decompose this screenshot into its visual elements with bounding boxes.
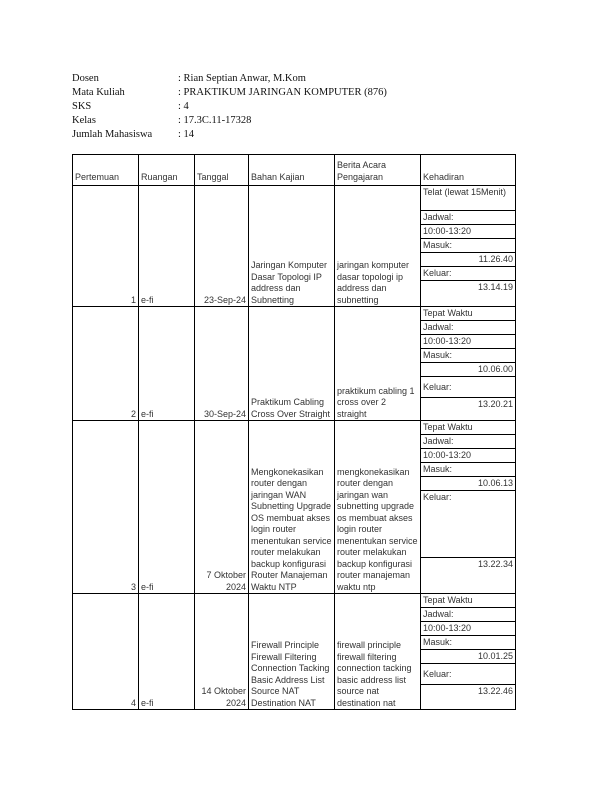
cell-ruangan: e-fi (139, 421, 195, 594)
cell-berita-acara: jaringan komputer dasar topologi ip address dan subnetting (335, 186, 421, 307)
col-ruangan: Ruangan (139, 155, 195, 186)
cell-berita-acara: firewall principle firewall filtering connection tacking basic address list source nat destination nat (335, 594, 421, 710)
masuk-label: Masuk: (421, 463, 515, 477)
cell-tanggal: 30-Sep-24 (195, 307, 249, 421)
cell-bahan-kajian: Mengkonekasikan router dengan jaringan WAN Subnetting Upgrade OS membuat akses login router menentukan service router melakukan backup konfigurasi Router Manajeman Waktu NTP (249, 421, 335, 594)
jadwal-value: 10:00-13:20 (421, 335, 515, 349)
course-header (72, 72, 387, 142)
sks-label: SKS (72, 101, 92, 112)
cell-ruangan: e-fi (139, 307, 195, 421)
cell-berita-acara: mengkonekasikan router dengan jaringan wan subnetting upgrade os membuat akses login router menentukan service router melakukan backup konfigurasi router manajeman waktu ntp (335, 421, 421, 594)
cell-tanggal: 23-Sep-24 (195, 186, 249, 307)
cell-kehadiran (421, 421, 516, 594)
attendance-status: Telat (lewat 15Menit) (421, 186, 515, 211)
kelas-value: : 17.3C.11-17328 (178, 115, 252, 126)
cell-pertemuan: 1 (73, 186, 139, 307)
cell-kehadiran (421, 594, 516, 710)
masuk-label: Masuk: (421, 636, 515, 650)
dosen-row (72, 72, 387, 86)
table-header-row (73, 155, 516, 186)
table-row (73, 307, 516, 421)
jumlah-mahasiswa-value: : 14 (178, 129, 195, 140)
col-kehadiran: Kehadiran (421, 155, 516, 186)
jumlah-mahasiswa-label: Jumlah Mahasiswa (72, 129, 153, 140)
keluar-value: 13.14.19 (477, 282, 513, 292)
cell-pertemuan: 4 (73, 594, 139, 710)
col-tanggal: Tanggal (195, 155, 249, 186)
sks-value: : 4 (178, 101, 189, 112)
col-berita-acara: Berita Acara Pengajaran (335, 155, 421, 186)
kelas-row (72, 114, 387, 128)
masuk-value: 10.06.00 (421, 363, 515, 377)
attendance-status: Tepat Waktu (421, 421, 515, 435)
cell-pertemuan: 2 (73, 307, 139, 421)
mata-kuliah-value: : PRAKTIKUM JARINGAN KOMPUTER (876) (178, 87, 387, 98)
dosen-label: Dosen (72, 73, 99, 84)
sks-row (72, 100, 387, 114)
cell-bahan-kajian: Jaringan Komputer Dasar Topologi IP address dan Subnetting (249, 186, 335, 307)
table-row (73, 421, 516, 594)
masuk-value: 10.06.13 (421, 477, 515, 491)
keluar-value: 13.22.34 (477, 559, 513, 569)
mata-kuliah-row (72, 86, 387, 100)
dosen-value: : Rian Septian Anwar, M.Kom (178, 73, 306, 84)
keluar-value: 13.20.21 (477, 399, 513, 409)
kelas-label: Kelas (72, 115, 96, 126)
attendance-status: Tepat Waktu (421, 307, 515, 321)
attendance-status: Tepat Waktu (421, 594, 515, 608)
cell-ruangan: e-fi (139, 594, 195, 710)
col-pertemuan: Pertemuan (73, 155, 139, 186)
attendance-table (72, 154, 516, 710)
jadwal-value: 10:00-13:20 (421, 622, 515, 636)
table-row (73, 594, 516, 710)
cell-bahan-kajian: Firewall Principle Firewall Filtering Connection Tacking Basic Address List Source NAT Destination NAT (249, 594, 335, 710)
keluar-label: Keluar: (421, 267, 515, 281)
masuk-value: 10.01.25 (421, 650, 515, 664)
keluar-label: Keluar: (421, 664, 515, 685)
masuk-value: 11.26.40 (421, 253, 515, 267)
cell-tanggal: 14 Oktober 2024 (195, 594, 249, 710)
mata-kuliah-label: Mata Kuliah (72, 87, 125, 98)
keluar-label: Keluar: (421, 377, 515, 398)
cell-pertemuan: 3 (73, 421, 139, 594)
jadwal-label: Jadwal: (421, 211, 515, 225)
cell-ruangan: e-fi (139, 186, 195, 307)
table-row (73, 186, 516, 307)
cell-kehadiran (421, 307, 516, 421)
masuk-label: Masuk: (421, 239, 515, 253)
masuk-label: Masuk: (421, 349, 515, 363)
cell-tanggal: 7 Oktober 2024 (195, 421, 249, 594)
jadwal-value: 10:00-13:20 (421, 449, 515, 463)
col-bahan-kajian: Bahan Kajian (249, 155, 335, 186)
keluar-value: 13.22.46 (477, 686, 513, 696)
jadwal-label: Jadwal: (421, 435, 515, 449)
jadwal-label: Jadwal: (421, 321, 515, 335)
cell-bahan-kajian: Praktikum Cabling Cross Over Straight (249, 307, 335, 421)
jadwal-value: 10:00-13:20 (421, 225, 515, 239)
keluar-label: Keluar: (421, 491, 515, 558)
jumlah-mahasiswa-row (72, 128, 387, 142)
cell-kehadiran (421, 186, 516, 307)
jadwal-label: Jadwal: (421, 608, 515, 622)
cell-berita-acara: praktikum cabling 1 cross over 2 straight (335, 307, 421, 421)
